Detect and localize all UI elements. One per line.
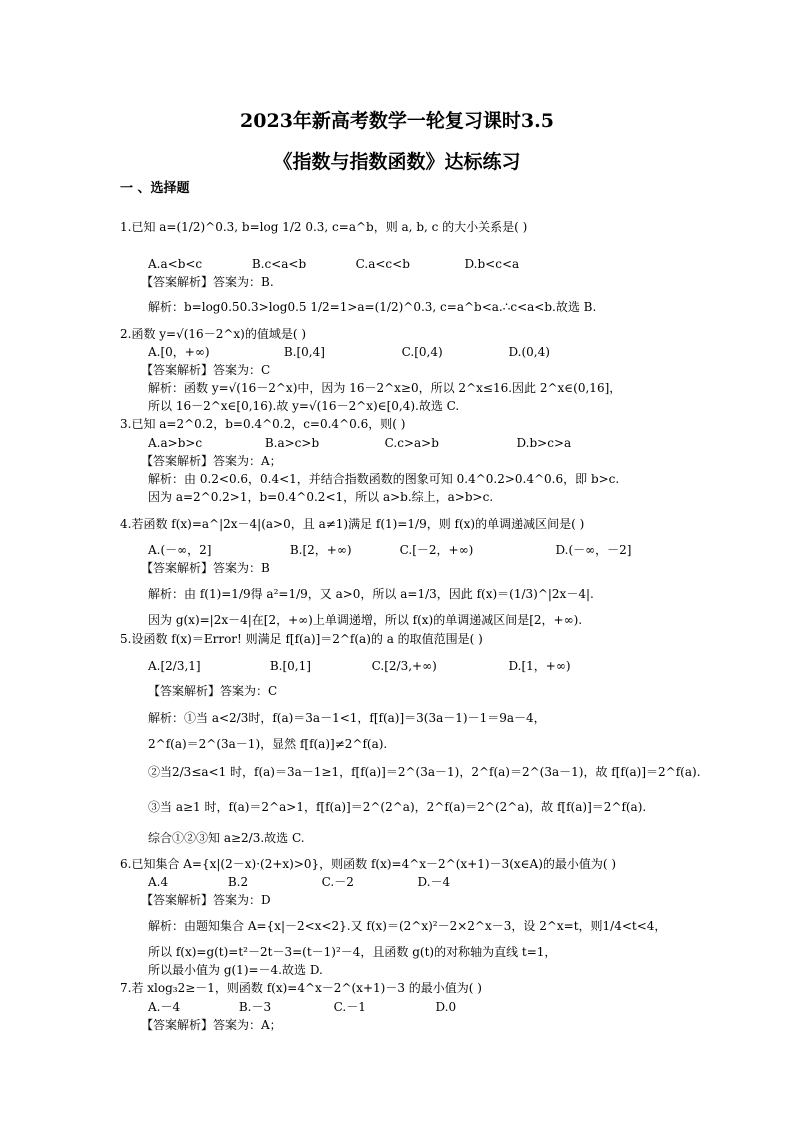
q3-option-a: A.a>b>c [148,436,203,450]
q4-option-c: C.[－2，+∞) [399,543,474,557]
q4-options [148,542,632,558]
q7-options [148,999,456,1015]
q1-option-d: D.b<c<a [464,257,520,271]
q1-answer: 【答案解析】答案为：B. [141,275,274,289]
q7-option-c: C.－1 [333,1000,366,1014]
q3-options [148,435,571,451]
q5-explain-5: 综合①②③知 a≥2/3.故选 C. [148,831,305,845]
q5-option-a: A.[2/3,1] [148,659,201,673]
q4-explain-2: 因为 g(x)=|2x－4|在[2，+∞)上单调递增，所以 f(x)的单调递减区间是[2，+∞). [148,613,583,627]
q6-option-d: D.－4 [417,875,451,889]
q4-option-b: B.[2，+∞) [289,543,352,557]
doc-title: 2023年新高考数学一轮复习课时3.5 [240,110,554,132]
q6-options [148,874,450,890]
q5-options [148,658,571,674]
q3-explain-1: 解析：由 0.2<0.6，0.4<1，并结合指数函数的图象可知 0.4^0.2>0.4^0.6，即 b>c. [148,472,620,486]
q3-option-d: D.b>c>a [516,436,572,450]
q2-options [148,344,550,360]
q7-option-a: A.－4 [148,1000,181,1014]
q6-option-a: A.4 [148,875,169,889]
q3-stem: 3.已知 a=2^0.2，b=0.4^0.2，c=0.4^0.6，则( ) [120,417,406,431]
q2-answer: 【答案解析】答案为：C [141,363,271,377]
q5-explain-4: ③当 a≥1 时，f(a)＝2^a>1，f[f(a)]＝2^(2^a)，2^f(a)＝2^(2^a)，故 f[f(a)]＝2^f(a). [148,800,647,814]
q5-explain-3: ②当2/3≤a<1 时，f(a)＝3a－1≥1，f[f(a)]＝2^(3a－1)，2^f(a)＝2^(3a－1)，故 f[f(a)]＝2^f(a). [148,765,701,779]
q2-option-b: B.[0,4] [283,345,325,359]
q3-explain-2: 因为 a=2^0.2>1，b=0.4^0.2<1，所以 a>b.综上，a>b>c. [148,490,494,504]
q2-option-d: D.(0,4) [508,345,550,359]
q1-option-a: A.a<b<c [148,257,203,271]
q5-answer: 【答案解析】答案为：C [148,684,278,698]
q7-stem: 7.若 xlog₃2≥－1，则函数 f(x)=4^x－2^(x+1)－3 的最小值为( ) [120,981,482,995]
q1-option-c: C.a<c<b [355,257,410,271]
q6-option-c: C.－2 [321,875,354,889]
q2-explain-2: 所以 16－2^x∈[0,16).故 y=√(16－2^x)∈[0,4).故选 C. [148,399,460,413]
q5-option-c: C.[2/3,+∞) [371,659,437,673]
q1-stem: 1.已知 a=(1/2)^0.3, b=log 1/2 0.3, c=a^b，则 a, b, c 的大小关系是( ) [120,220,528,234]
q6-explain-2: 所以 f(x)=g(t)=t²－2t－3=(t－1)²－4，且函数 g(t)的对称轴为直线 t=1， [148,945,557,959]
q4-option-a: A.(－∞，2] [148,543,212,557]
q7-option-d: D.0 [435,1000,457,1014]
section-heading: 一 、选择题 [120,181,190,196]
q7-option-b: B.－3 [238,1000,272,1014]
doc-subtitle: 《指数与指数函数》达标练习 [273,151,521,173]
q5-explain-1: 解析：①当 a<2/3时，f(a)＝3a－1<1，f[f(a)]＝3(3a－1)－1＝9a－4， [148,711,546,725]
q2-option-a: A.[0，+∞) [148,345,210,359]
q3-answer: 【答案解析】答案为：A； [141,454,282,468]
q5-option-d: D.[1，+∞) [508,659,571,673]
q2-explain-1: 解析：函数 y=√(16－2^x)中，因为 16－2^x≥0，所以 2^x≤16.因此 2^x∈(0,16]， [148,381,622,395]
q6-stem: 6.已知集合 A={x|(2－x)·(2+x)>0}，则函数 f(x)=4^x－2^(x+1)－3(x∈A)的最小值为( ) [120,857,617,871]
q5-stem: 5.设函数 f(x)＝Error! 则满足 f[f(a)]＝2^f(a)的 a 的取值范围是( ) [120,632,483,646]
q1-options [148,256,519,272]
q4-explain-1: 解析：由 f(1)=1/9得 a²=1/9，又 a>0，所以 a=1/3，因此 f(x)＝(1/3)^|2x－4|. [148,587,594,601]
q6-answer: 【答案解析】答案为：D [141,893,271,907]
q4-stem: 4.若函数 f(x)=a^|2x－4|(a>0，且 a≠1)满足 f(1)=1/9，则 f(x)的单调递减区间是( ) [120,517,585,531]
q1-option-b: B.c<a<b [251,257,307,271]
q4-answer: 【答案解析】答案为：B [141,561,270,575]
q6-explain-1: 解析：由题知集合 A={x|－2<x<2}.又 f(x)＝(2^x)²－2×2^x－3，设 2^x=t，则1/4<t<4， [148,919,667,933]
q2-option-c: C.[0,4) [401,345,443,359]
q7-answer: 【答案解析】答案为：A； [141,1018,282,1032]
q5-explain-2: 2^f(a)＝2^(3a－1)，显然 f[f(a)]≠2^f(a). [148,737,388,751]
q3-option-c: C.c>a>b [384,436,439,450]
q4-option-d: D.(－∞，－2] [555,543,632,557]
q5-option-b: B.[0,1] [269,659,311,673]
q6-explain-3: 所以最小值为 g(1)=－4.故选 D. [148,963,323,977]
q6-option-b: B.2 [227,875,249,889]
q3-option-b: B.a>c>b [264,436,320,450]
q2-stem: 2.函数 y=√(16－2^x)的值域是( ) [120,327,307,341]
q1-explain-1: 解析：b=log0.50.3>log0.5 1/2=1>a=(1/2)^0.3, c=a^b<a.∴c<a<b.故选 B. [148,300,597,314]
